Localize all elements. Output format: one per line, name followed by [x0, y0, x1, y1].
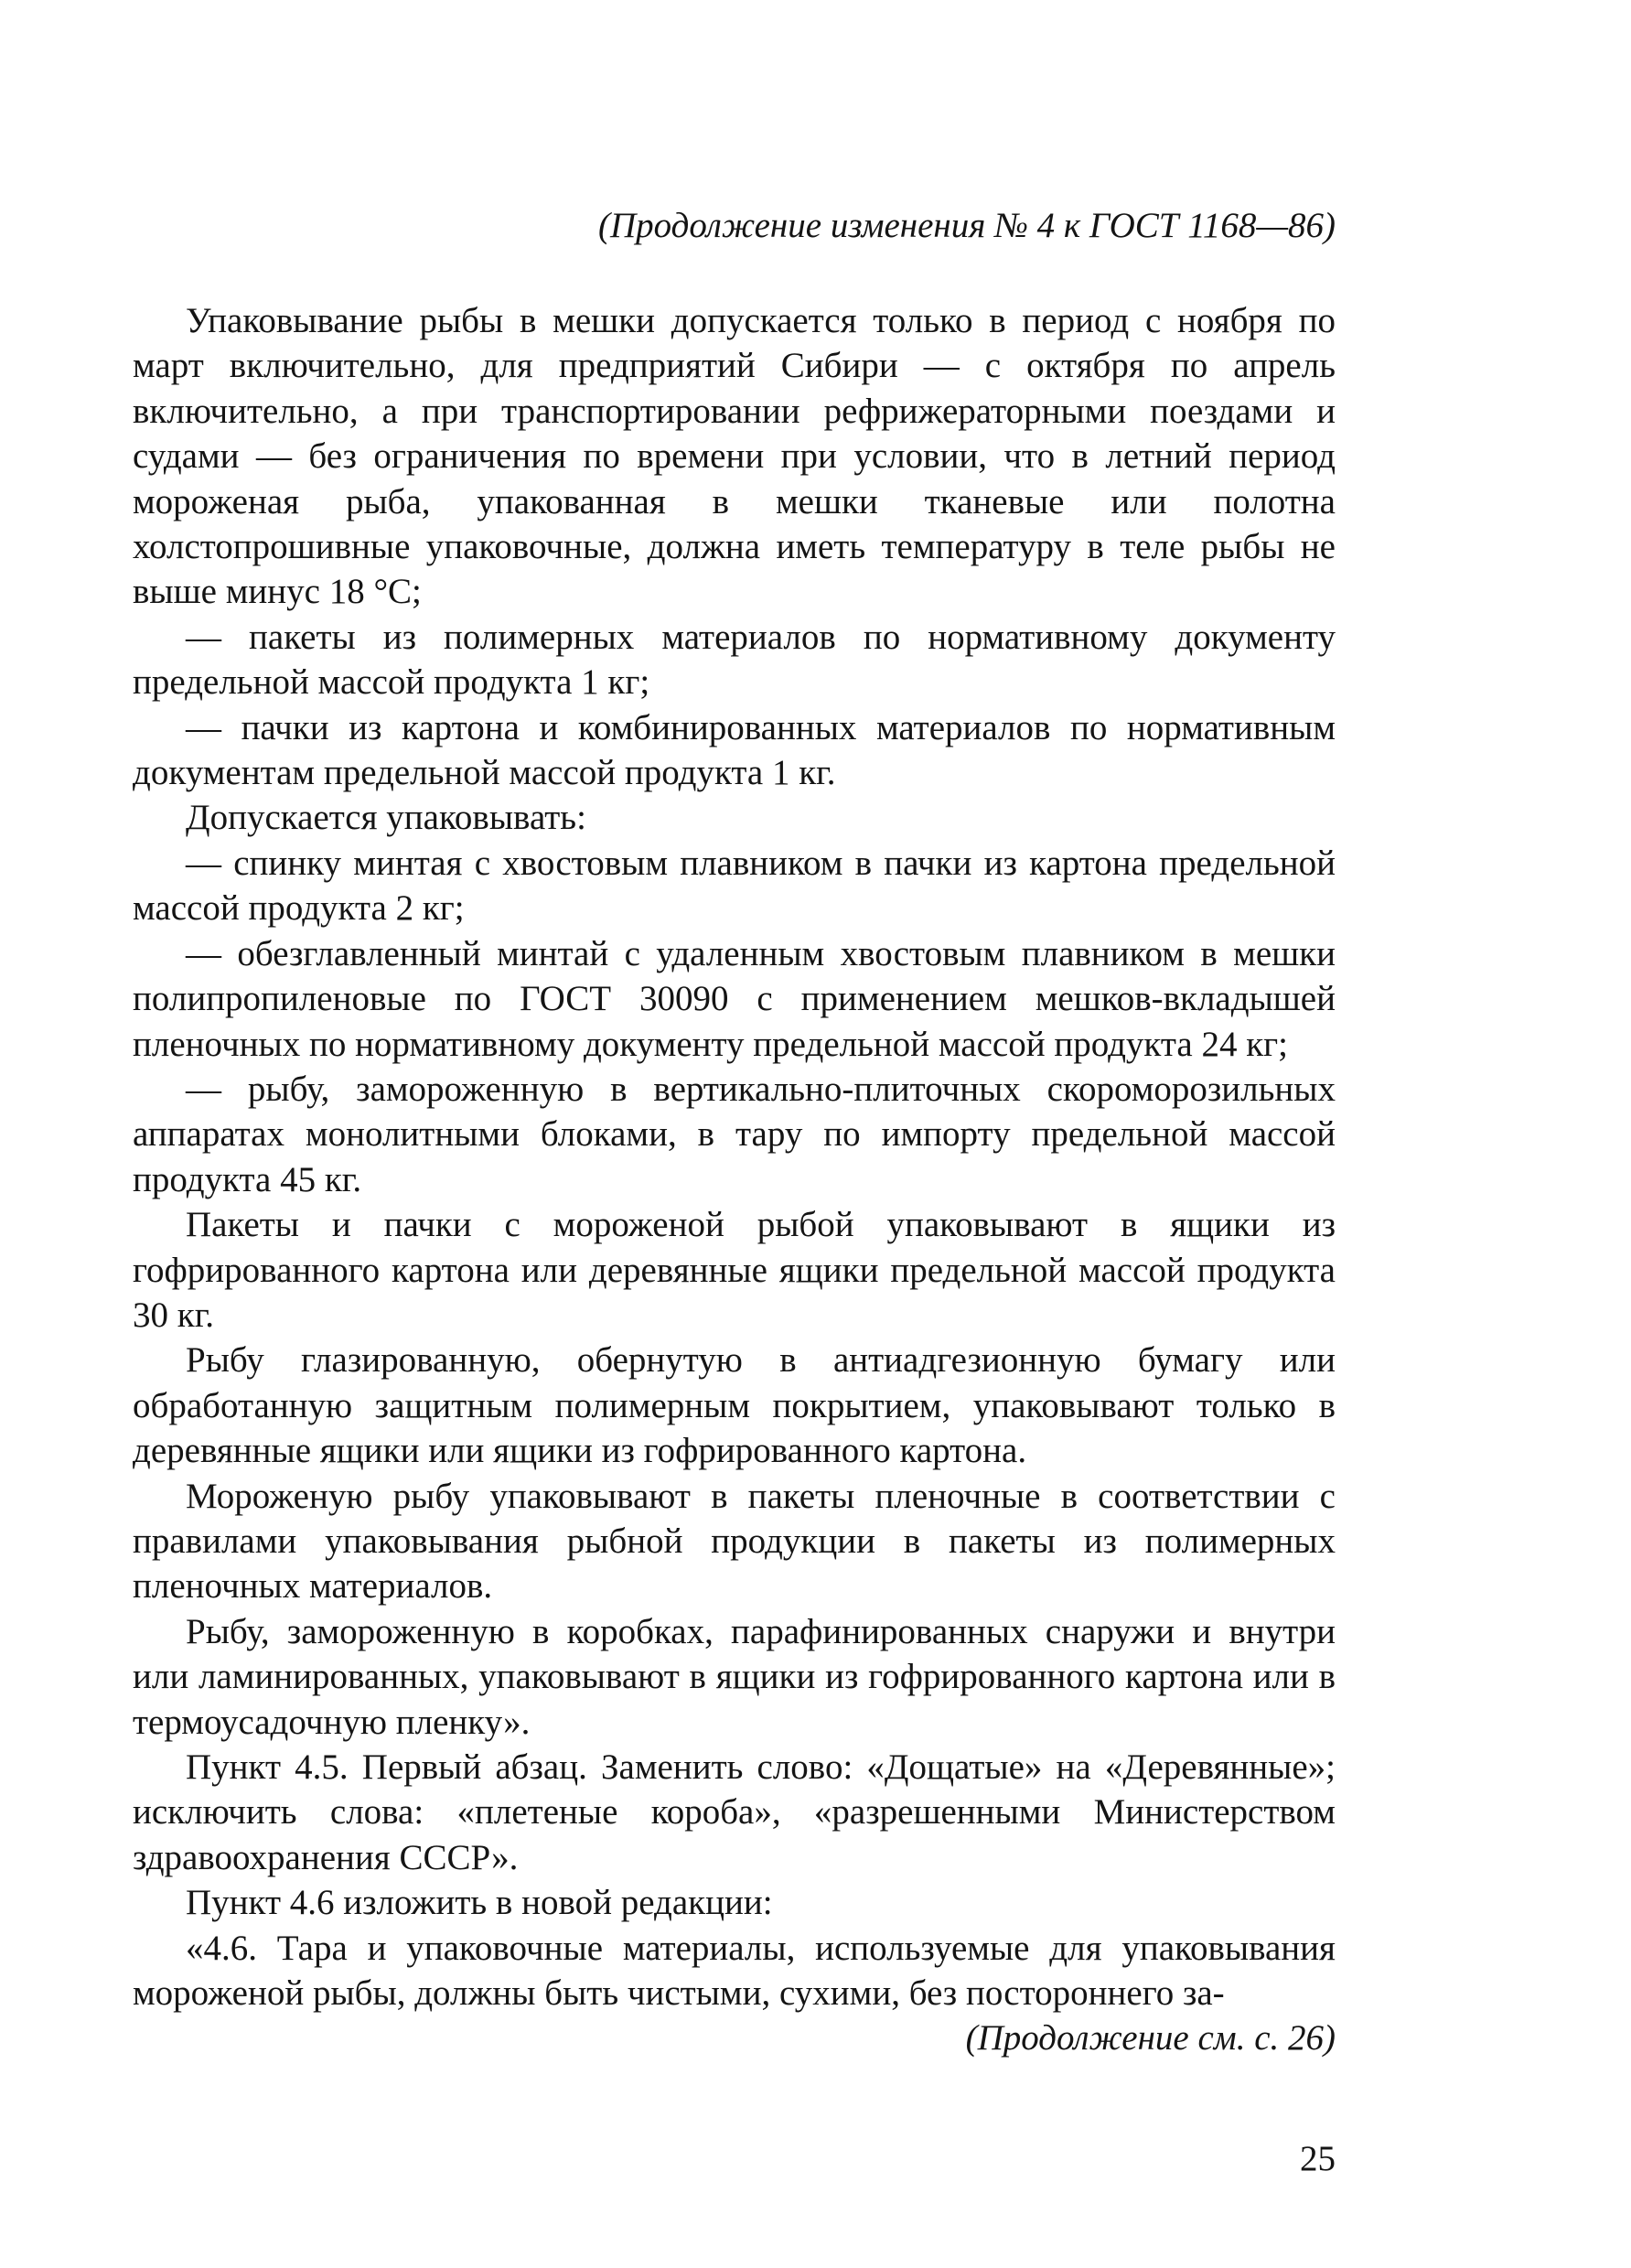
paragraph: Мороженую рыбу упаковывают в пакеты пленочные в соответствии с правилами упаковывания рыбной продукции в пакеты из полимерных пленочных материалов. — [133, 1476, 1336, 1607]
paragraph: Допускается упаковывать: — [186, 798, 586, 838]
document-body — [133, 298, 1336, 2015]
paragraph: Рыбу глазированную, обернутую в антиадгезионную бумагу или обработанную защитным полимерным покрытием, упаковывают только в деревянные ящики или ящики из гофрированного картона. — [133, 1340, 1336, 1471]
paragraph: — пакеты из полимерных материалов по нормативному документу предельной массой продукта 1 кг; — [133, 617, 1336, 703]
paragraph: Пункт 4.6 изложить в новой редакции: — [186, 1883, 773, 1923]
continuation-header: (Продолжение изменения № 4 к ГОСТ 1168—86) — [597, 206, 1336, 245]
page-number: 25 — [1300, 2139, 1336, 2178]
paragraph: — пачки из картона и комбинированных материалов по нормативным документам предельной массой продукта 1 кг. — [133, 707, 1336, 793]
paragraph: «4.6. Тара и упаковочные материалы, используемые для упаковывания мороженой рыбы, должны быть чистыми, сухими, без постороннего за- — [133, 1928, 1336, 2014]
paragraph: — обезглавленный минтай с удаленным хвостовым плавником в мешки полипропиленовые по ГОСТ 30090 с применением мешков-вкладышей пленочных по нормативному документу предельной массой продукта 24 кг; — [133, 933, 1336, 1064]
continuation-footer: (Продолжение см. с. 26) — [965, 2018, 1336, 2058]
paragraph: — рыбу, замороженную в вертикально-плиточных скороморозильных аппаратах монолитными блоками, в тару по импорту предельной массой продукта 45 кг. — [133, 1069, 1336, 1199]
paragraph: Пункт 4.5. Первый абзац. Заменить слово: «Дощатые» на «Деревянные»; исключить слова: «плетеные короба», «разрешенными Министерством здравоохранения СССР». — [133, 1747, 1336, 1877]
paragraph: Упаковывание рыбы в мешки допускается только в период с ноября по март включительно, для предприятий Сибири — с октября по апрель включительно, а при транспортировании рефрижераторными поездами и судами — без ограничения по времени при условии, что в летний период мороженая рыба, упакованная в мешки тканевые или полотна холстопрошивные упаковочные, должна иметь температуру в теле рыбы не выше минус 18 °С; — [133, 301, 1336, 612]
paragraph: Рыбу, замороженную в коробках, парафинированных снаружи и внутри или ламинированных, упаковывают в ящики из гофрированного картона или в термоусадочную пленку». — [133, 1611, 1336, 1742]
paragraph: — спинку минтая с хвостовым плавником в пачки из картона предельной массой продукта 2 кг; — [133, 843, 1336, 929]
paragraph: Пакеты и пачки с мороженой рыбой упаковывают в ящики из гофрированного картона или деревянные ящики предельной массой продукта 30 кг. — [133, 1205, 1336, 1335]
